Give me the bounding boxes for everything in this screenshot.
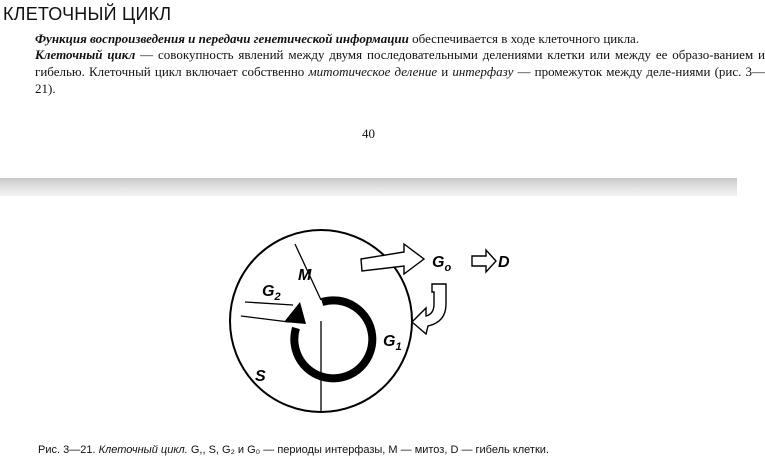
paragraph-2-term-mitosis: митотическое деление [308, 64, 438, 79]
label-d: D [498, 254, 510, 271]
label-m: M [298, 267, 312, 284]
figure-caption [38, 444, 549, 456]
caption-text: G,, S, G₂ и G₀ — периоды интерфазы, М — митоз, D — гибель клетки. [187, 444, 549, 456]
caption-title: Клеточный цикл. [98, 444, 188, 456]
label-g0-sub: o [444, 262, 452, 274]
section-title: КЛЕТОЧНЫЙ ЦИКЛ [3, 4, 172, 24]
label-g2-sub: 2 [274, 291, 281, 303]
paragraph-2-text-1: — совокупность явлений между двумя последовательными делениями клетки или между ее образо-ванием и гибелью. Клеточный цикл включает собственно [35, 47, 765, 79]
label-g1-main: G [383, 333, 396, 350]
label-g2 [262, 283, 281, 303]
arrow-to-d [472, 250, 496, 272]
label-g0-main: G [432, 254, 445, 271]
paragraph-1-term: Функция воспроизведения и передачи генетической информации [35, 31, 409, 46]
arrow-from-g0 [412, 284, 446, 334]
label-g0 [432, 254, 451, 274]
paragraph-2-text-2: и [437, 64, 453, 79]
page-number: 40 [362, 126, 375, 141]
arrow-to-g0 [361, 244, 424, 274]
label-g2-main: G [262, 283, 275, 300]
cycle-arrow-head [284, 302, 306, 324]
paragraph-1-text: обеспечивается в ходе клеточного цикла. [408, 31, 640, 46]
paragraph-2-term: Клеточный цикл [35, 47, 136, 62]
divider-g2-m [245, 302, 293, 305]
label-s: S [255, 368, 266, 385]
cycle-arc [294, 300, 372, 378]
label-g1-sub: 1 [395, 341, 402, 353]
label-g1 [383, 333, 402, 353]
caption-prefix: Рис. 3—21. [38, 444, 99, 456]
divider-s-g2 [241, 316, 289, 322]
paragraph-2-term-interphase: интерфазу [452, 64, 514, 79]
paragraph-2-text-3: — промежуток между деле-ниями (рис. 3—21). [35, 64, 765, 96]
